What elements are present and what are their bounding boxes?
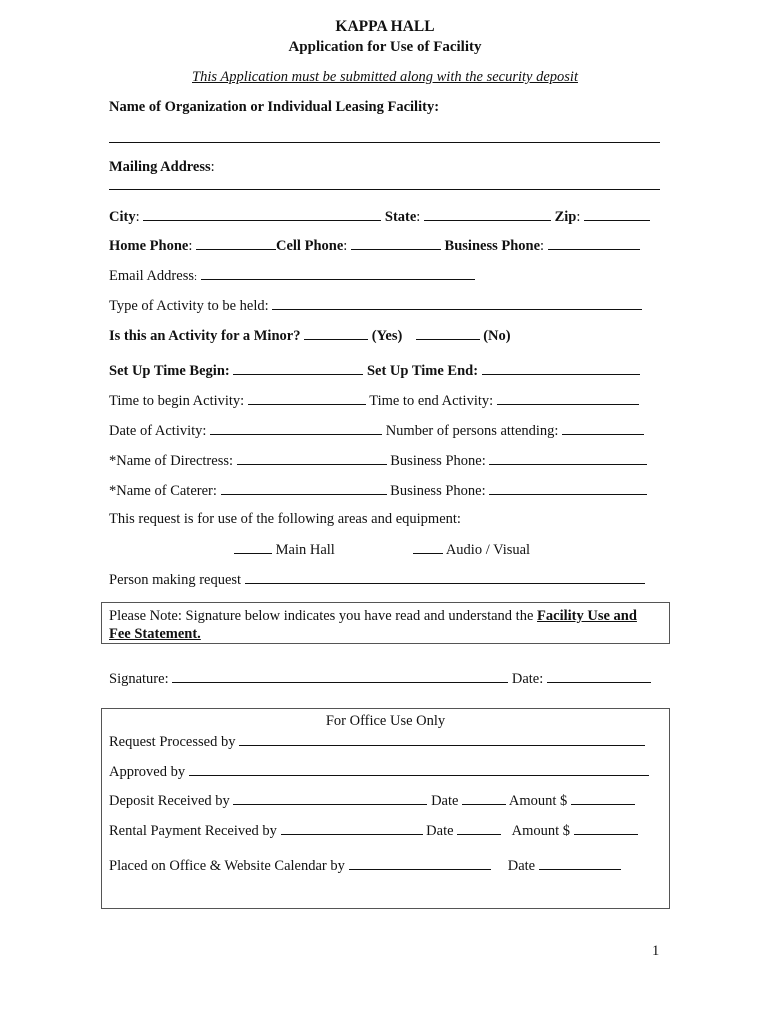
minor-label: Is this an Activity for a Minor? (109, 328, 301, 344)
cell-phone-colon: : (343, 238, 348, 254)
email-field[interactable] (201, 265, 475, 280)
approved-label: Approved by (109, 764, 186, 780)
signature-label: Signature: (109, 671, 169, 687)
state-colon: : (416, 209, 421, 225)
person-request-field[interactable] (245, 569, 645, 584)
notice-text (109, 607, 637, 625)
email-colon: : (193, 271, 198, 283)
rental-amount-label: Amount $ (511, 823, 571, 839)
calendar-field[interactable] (349, 855, 491, 870)
processed-label: Request Processed by (109, 734, 236, 750)
deposit-field[interactable] (233, 790, 427, 805)
deposit-label: Deposit Received by (109, 793, 230, 809)
mailing-label: Mailing Address (109, 159, 211, 175)
email-label: Email Address (109, 268, 194, 284)
directress-field[interactable] (237, 450, 387, 465)
notice-box (101, 602, 670, 644)
org-name-field[interactable] (109, 142, 660, 143)
calendar-label: Placed on Office & Website Calendar by (109, 858, 345, 874)
zip-label: Zip (554, 209, 577, 225)
person-request-row (109, 569, 645, 587)
calendar-row (109, 855, 621, 875)
signature-date-label: Date: (511, 671, 544, 687)
signature-field[interactable] (172, 668, 508, 683)
setup-end-label: Set Up Time End: (366, 363, 479, 379)
persons-label: Number of persons attending: (385, 423, 559, 439)
rental-label: Rental Payment Received by (109, 823, 277, 839)
home-phone-field[interactable] (196, 235, 276, 250)
minor-yes-label: (Yes) (371, 328, 403, 344)
deposit-amount-field[interactable] (571, 790, 635, 805)
rental-date-field[interactable] (457, 820, 501, 835)
deposit-row (109, 790, 635, 810)
cell-phone-label: Cell Phone (276, 238, 344, 254)
main-hall-field[interactable] (234, 539, 272, 554)
business-phone-colon: : (540, 238, 545, 254)
fee-statement-link[interactable]: Fee Statement. (109, 626, 201, 642)
time-end-label: Time to end Activity: (369, 393, 494, 409)
minor-no-field[interactable] (416, 325, 480, 340)
caterer-phone-label: Business Phone: (390, 483, 486, 499)
city-label: City (109, 209, 136, 225)
signature-date-field[interactable] (547, 668, 651, 683)
zip-colon: : (576, 209, 581, 225)
business-phone-field[interactable] (548, 235, 640, 250)
city-row (109, 206, 650, 224)
form-title: KAPPA HALL (335, 18, 435, 35)
main-hall-option (234, 539, 335, 559)
minor-no-label: (No) (483, 328, 511, 344)
activity-type-row (109, 295, 642, 313)
areas-label: This request is for use of the following areas and equipment: (109, 511, 461, 527)
activity-type-field[interactable] (272, 295, 642, 310)
approved-row (109, 761, 649, 781)
activity-time-row (109, 390, 639, 408)
av-option (413, 539, 530, 559)
rental-date-label: Date (426, 823, 454, 839)
facility-use-link[interactable]: Facility Use and (537, 608, 637, 624)
office-use-title: For Office Use Only (325, 713, 446, 729)
city-colon: : (135, 209, 140, 225)
home-phone-label: Home Phone (109, 238, 189, 254)
rental-row (109, 820, 638, 840)
processed-field[interactable] (239, 731, 645, 746)
notice-body: Please Note: Signature below indicates you have read and understand the (109, 608, 538, 624)
date-activity-label: Date of Activity: (109, 423, 207, 439)
caterer-field[interactable] (221, 480, 387, 495)
processed-row (109, 731, 645, 751)
minor-yes-field[interactable] (304, 325, 368, 340)
deposit-amount-label: Amount $ (508, 793, 568, 809)
org-label: Name of Organization or Individual Leasing Facility: (109, 99, 440, 115)
minor-row (109, 325, 511, 343)
deposit-date-field[interactable] (462, 790, 506, 805)
setup-end-field[interactable] (482, 360, 640, 375)
persons-field[interactable] (562, 420, 644, 435)
zip-field[interactable] (584, 206, 650, 221)
caterer-phone-field[interactable] (489, 480, 647, 495)
approved-field[interactable] (189, 761, 649, 776)
person-request-label: Person making request (109, 572, 242, 588)
page-number: 1 (652, 943, 660, 959)
av-field[interactable] (413, 539, 443, 554)
office-use-box (101, 708, 670, 909)
time-begin-label: Time to begin Activity: (109, 393, 245, 409)
rental-amount-field[interactable] (574, 820, 638, 835)
setup-begin-field[interactable] (233, 360, 363, 375)
activity-type-label: Type of Activity to be held: (109, 298, 269, 314)
calendar-date-label: Date (507, 858, 536, 874)
rental-field[interactable] (281, 820, 423, 835)
time-begin-field[interactable] (248, 390, 366, 405)
signature-row (109, 668, 651, 686)
time-end-field[interactable] (497, 390, 639, 405)
directress-phone-field[interactable] (489, 450, 647, 465)
mailing-row (109, 158, 215, 176)
caterer-row (109, 480, 647, 498)
business-phone-label: Business Phone (444, 238, 541, 254)
state-field[interactable] (424, 206, 551, 221)
setup-row (109, 360, 640, 378)
directress-label: *Name of Directress: (109, 453, 234, 469)
calendar-date-field[interactable] (539, 855, 621, 870)
date-activity-field[interactable] (210, 420, 382, 435)
directress-phone-label: Business Phone: (390, 453, 486, 469)
av-label: Audio / Visual (445, 542, 531, 558)
caterer-label: *Name of Caterer: (109, 483, 217, 499)
email-row (109, 265, 475, 283)
submission-note: This Application must be submitted along with the security deposit (192, 69, 578, 85)
cell-phone-field[interactable] (351, 235, 441, 250)
main-hall-label: Main Hall (275, 542, 335, 558)
form-subtitle: Application for Use of Facility (288, 39, 482, 55)
home-phone-colon: : (188, 238, 193, 254)
date-persons-row (109, 420, 644, 438)
mailing-address-field[interactable] (109, 189, 660, 190)
city-field[interactable] (143, 206, 381, 221)
phones-row (109, 235, 640, 253)
mailing-colon: : (210, 159, 215, 175)
state-label: State (384, 209, 417, 225)
directress-row (109, 450, 647, 468)
setup-begin-label: Set Up Time Begin: (109, 363, 230, 379)
deposit-date-label: Date (431, 793, 459, 809)
